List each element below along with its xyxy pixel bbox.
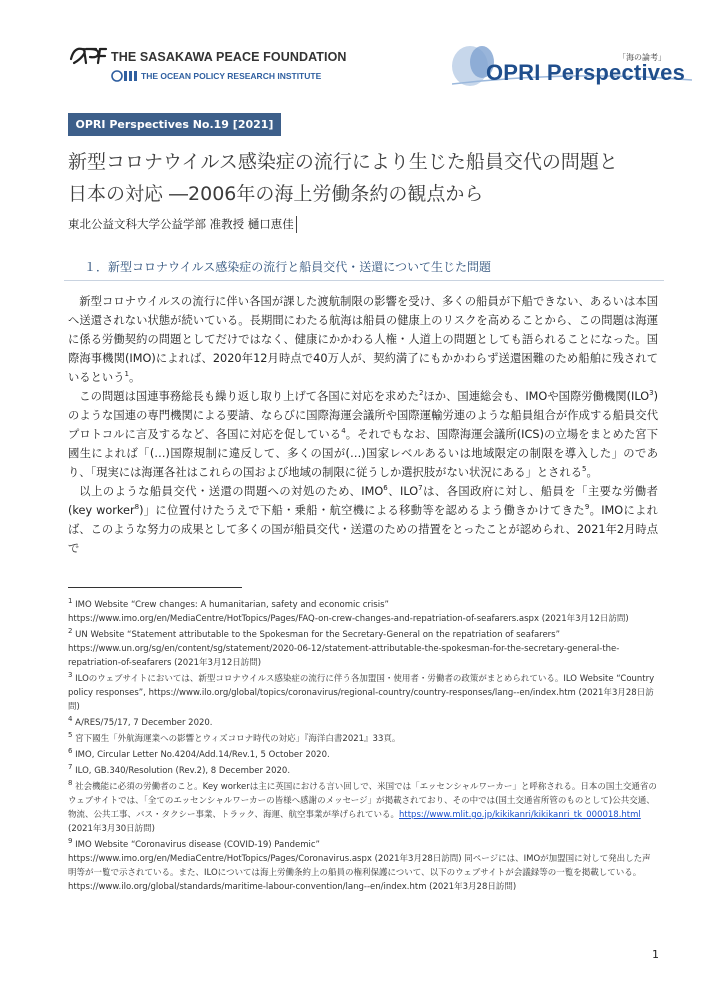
footnote-text: ILO, GB.340/Resolution (Rev.2), 8 December 2020. xyxy=(72,766,291,776)
series-title: OPRI Perspectives xyxy=(486,60,686,85)
footnote-6 xyxy=(68,748,658,762)
footnote-number: 7 xyxy=(68,763,73,772)
footnote-ref[interactable]: 9 xyxy=(584,503,590,512)
footnote-text: IMO, Circular Letter No.4204/Add.14/Rev.1, 5 October 2020. xyxy=(72,750,330,760)
footnote-ref[interactable]: 8 xyxy=(134,503,140,512)
footnotes xyxy=(68,598,658,896)
title-line-1: 新型コロナウイルス感染症の流行により生じた船員交代の問題と xyxy=(68,151,618,173)
series-tag: 「海の論考」 xyxy=(618,53,666,62)
footnote-divider xyxy=(68,587,242,588)
footnote-number: 5 xyxy=(68,731,73,740)
footnote-ref[interactable]: 6 xyxy=(383,484,388,493)
footnote-url: https://www.imo.org/en/MediaCentre/HotTopics/Pages/FAQ-on-crew-changes-and-repatriation-of-seafarers.aspx (2021年3月12日訪問) xyxy=(68,614,629,624)
footnote-number: 8 xyxy=(68,779,73,788)
footnote-ref[interactable]: 7 xyxy=(418,484,423,493)
footnote-ref[interactable]: 2 xyxy=(418,389,424,398)
footnote-8 xyxy=(68,780,658,836)
paragraph-text: 。それでもなお、国際海運会議所(ICS)の立場をまとめた宮下國生によれば「(…)国際規制に違反して、多くの国が(…)国家レベルあるいは地域限定の制限を導入した」のであり、「現実には海運各社はこれらの国および地域の制限に従うしか選択肢がない状況にある」とされる xyxy=(68,428,658,479)
footnote-ref[interactable]: 5 xyxy=(582,465,587,474)
opri-logo xyxy=(111,68,139,87)
footnote-text: IMO Website “Coronavirus disease (COVID-19) Pandemic” xyxy=(72,840,320,850)
footnote-text: 宮下國生「外航海運業への影響とウィズコロナ時代の対応」『海洋白書2021』33頁。 xyxy=(72,734,401,744)
footnote-url: https://www.un.org/sg/en/content/sg/statement/2020-06-12/statement-attributable-the-spokesman-for-the-secretary-general-the-repatriation-of-seafarers (2021年3月12日訪問) xyxy=(68,644,620,668)
footnote-url: https://www.imo.org/en/MediaCentre/HotTopics/Pages/Coronavirus.aspx (2021年3月28日訪問) 同ページには、IMOが加盟国に対して発出した声明等が一覧で示されている。また、ILOについては海上労働条約上の船員の権利保護について、以下のウェブサイトが会議録等の一覧を掲載している。https://www.ilo.org/global/standards/maritime-labour-convention/lang--en/index.htm (2021年3月28日訪問) xyxy=(68,854,651,892)
footnote-7 xyxy=(68,764,658,778)
section-heading-text: １．新型コロナウイルス感染症の流行と船員交代・送還について生じた問題 xyxy=(84,260,492,274)
footnote-number: 6 xyxy=(68,747,73,756)
footnote-text: IMO Website “Crew changes: A humanitarian, safety and economic crisis” xyxy=(72,600,389,610)
paragraph-text: 。 xyxy=(128,371,141,384)
footnote-text: ILOのウェブサイトにおいては、新型コロナウイルス感染症の流行に伴う各加盟国・使用者・労働者の政策がまとめられている。ILO Website “Country policy responses”, https://www.ilo.org/global/topics/coronavirus/regional-country/country-responses/lang--en/index.htm (2021年3月28日訪問) xyxy=(68,674,655,712)
author-line: 東北公益文科大学公益学部 准教授 樋口恵佳 xyxy=(68,216,297,233)
page-number: 1 xyxy=(652,948,659,961)
footnote-5 xyxy=(68,732,658,746)
body-text xyxy=(68,292,658,558)
paragraph-text: 、ILO xyxy=(387,485,419,498)
paragraph xyxy=(68,482,658,558)
paragraph-text: )」に位置付けたうえで下船・乗船・航空機による移動等を認めるよう働きかけてきた xyxy=(139,504,585,517)
institute-name: THE OCEAN POLICY RESEARCH INSTITUTE xyxy=(141,71,322,81)
footnote-1 xyxy=(68,598,658,626)
document-title xyxy=(68,146,668,210)
footnote-2 xyxy=(68,628,658,670)
foundation-name: THE SASAKAWA PEACE FOUNDATION xyxy=(111,50,347,64)
paragraph-text: ほか、国連総会も、IMOや国際労働機関(ILO xyxy=(423,390,650,403)
paragraph-text: 新型コロナウイルスの流行に伴い各国が課した渡航制限の影響を受け、多くの船員が下船できない、あるいは本国へ送還されない状態が続いている。長期間にわたる航海は船員の健康上のリスクを高めることから、この問題は海運に係る労働契約の問題としてだけではなく、健康にかかわる人権・人道上の問題としても語られることになった。国際海事機関(IMO)によれば、2020年12月時点で40万人が、契約満了にもかかわらず送還困難のため船舶に残されているという xyxy=(68,295,658,384)
section-heading xyxy=(64,252,664,281)
issue-badge: OPRI Perspectives No.19 [2021] xyxy=(68,113,281,136)
title-line-2: 日本の対応 ―2006年の海上労働条約の観点から xyxy=(68,183,484,205)
page-header xyxy=(0,0,708,100)
mlit-link[interactable]: https://www.mlit.go.jp/kikikanri/kikikanri_tk_000018.html xyxy=(399,810,641,820)
footnote-text: 社会機能に必須の労働者のこと。Key workerは主に英国における言い回しで、米国では「エッセンシャルワーカー」と呼称される。日本の国土交通省のウェブサイトでは、「全てのエッセンシャルワーカーの皆様へ感謝のメッセージ」が掲載されており、その中では(国土交通省所管のものとして)公共交通、物流、公共工事、バス・タクシー事業、トラック、海運、航空事業が挙げられている。 xyxy=(68,782,657,820)
footnote-3 xyxy=(68,672,658,714)
footnote-ref[interactable]: 1 xyxy=(124,370,129,379)
footnote-4 xyxy=(68,716,658,730)
footnote-text: UN Website “Statement attributable to the Spokesman for the Secretary-General on the repatriation of seafarers” xyxy=(72,630,561,640)
spf-logo xyxy=(68,45,108,67)
footnote-ref[interactable]: 4 xyxy=(341,427,346,436)
footnote-number: 1 xyxy=(68,597,73,606)
footnote-number: 2 xyxy=(68,627,73,636)
footnote-9 xyxy=(68,838,658,894)
paragraph-text: 以上のような船員交代・送還の問題への対処のため、IMO xyxy=(79,485,384,498)
footnote-number: 9 xyxy=(68,837,73,846)
paragraph-text: )のような国連の専門機関による要請、ならびに国際海運会議所や国際運輸労連のような船員組合が作成する船員交代プロトコルに言及するなど、各国に対応を促している xyxy=(68,390,658,441)
footnote-ref[interactable]: 3 xyxy=(649,389,654,398)
paragraph-text: この問題は国連事務総長も繰り返し取り上げて各国に対応を求めた xyxy=(79,390,419,403)
footnote-text: A/RES/75/17, 7 December 2020. xyxy=(72,718,213,728)
paragraph-text: は、各国政府に対し、船員を「主要な労働者(key worker xyxy=(68,485,658,517)
footnote-number: 3 xyxy=(68,671,73,680)
paragraph xyxy=(68,292,658,387)
paragraph-text: 。IMOによれば、このような努力の成果として多くの国が船員交代・送還のための措置をとったことが認められ、2021年2月時点で xyxy=(68,504,658,555)
paragraph xyxy=(68,387,658,482)
footnote-text: (2021年3月30日訪問) xyxy=(68,824,155,834)
footnote-number: 4 xyxy=(68,715,73,724)
paragraph-text: 。 xyxy=(586,466,598,479)
